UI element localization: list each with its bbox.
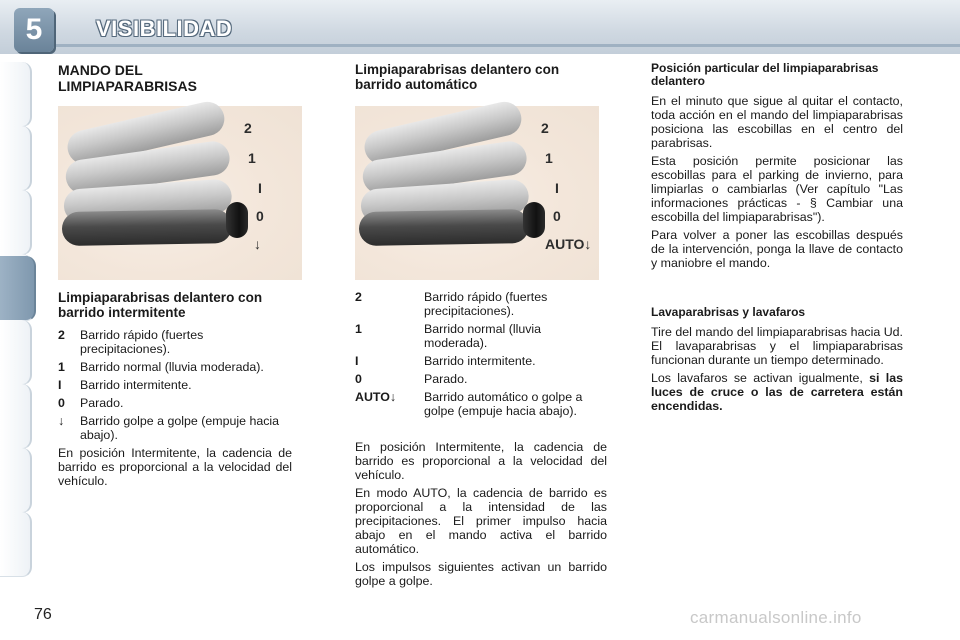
list-item: 1 Barrido normal (lluvia moderada).: [355, 322, 542, 350]
subheading-washers: Lavaparabrisas y lavafaros: [651, 305, 806, 319]
list-item: 1 Barrido normal (lluvia moderada).: [58, 360, 264, 374]
figure-label-1: 1: [545, 150, 553, 166]
wiper-stalk-illustration-automatic: [355, 106, 599, 280]
wiper-stalk-illustration-intermittent: [58, 106, 302, 280]
section-heading-automatic-wiper: Limpiaparabrisas delantero con barrido automático: [355, 62, 560, 92]
chapter-title: VISIBILIDAD: [96, 16, 233, 41]
figure-label-i: I: [555, 180, 559, 196]
auto-wiper-positions-list: [355, 290, 607, 418]
auto-mode-paragraph: En modo AUTO, la cadencia de barrido es proporcional a la intensidad de las precipitaciones. El primer impulso hacia abajo en el mando activa el barrido automático.: [355, 486, 607, 556]
watermark: carmanualsonline.info: [690, 608, 862, 627]
figure-label-0: 0: [256, 208, 264, 224]
chapter-tab-6[interactable]: [0, 320, 32, 385]
chapter-tab-1[interactable]: [0, 62, 32, 127]
list-item: 2 Barrido rápido (fuertes precipitaciones).: [58, 328, 204, 356]
chapter-tab-rail: [0, 62, 46, 582]
list-item: 2 Barrido rápido (fuertes precipitaciones).: [355, 290, 548, 318]
left-column-text: [58, 290, 292, 492]
figure-label-i: I: [258, 180, 262, 196]
list-item: ↓ Barrido golpe a golpe (empuje hacia abajo).: [58, 414, 280, 442]
list-item: 0 Parado.: [355, 372, 468, 386]
list-item: I Barrido intermitente.: [58, 378, 192, 392]
figure-label-auto: AUTO↓: [545, 236, 592, 252]
middle-column-text: [355, 290, 607, 592]
intermittent-note: En posición Intermitente, la cadencia de barrido es proporcional a la velocidad del vehículo.: [58, 446, 292, 488]
stalk-end-knob: [523, 202, 545, 238]
chapter-number-badge: 5: [14, 8, 54, 52]
figure-label-2: 2: [541, 120, 549, 136]
chapter-tab-8[interactable]: [0, 448, 32, 513]
figure-label-2: 2: [244, 120, 252, 136]
figure-label-0: 0: [553, 208, 561, 224]
left-column: [58, 62, 292, 94]
list-item: AUTO↓ Barrido automático o golpe a golpe (empuje hacia abajo).: [355, 390, 583, 418]
stalk-position-0: [359, 209, 530, 246]
chapter-tab-9[interactable]: [0, 512, 32, 577]
list-item: 0 Parado.: [58, 396, 124, 410]
stalk-position-0: [62, 209, 233, 246]
list-item: I Barrido intermitente.: [355, 354, 536, 368]
right-column: [651, 62, 903, 274]
subsequent-impulses-paragraph: Los impulsos siguientes activan un barrido golpe a golpe.: [355, 560, 607, 588]
section-heading-wiper-control: MANDO DEL LIMPIAPARABRISAS: [58, 62, 197, 94]
chapter-tab-2[interactable]: [0, 126, 32, 191]
middle-column: [355, 62, 607, 92]
subheading-special-position: Posición particular del limpiaparabrisas delantero: [651, 61, 879, 88]
figure-label-down: ↓: [254, 236, 261, 252]
right-column-washer: [651, 306, 903, 417]
figure-label-1: 1: [248, 150, 256, 166]
subheading-intermittent-wiper: Limpiaparabrisas delantero con barrido intermitente: [58, 290, 263, 320]
special-position-paragraph-1: En el minuto que sigue al quitar el contacto, toda acción en el mando del limpiaparabrisas posiciona las escobillas en el centro del parabrisas.: [651, 94, 903, 150]
intermittent-cadence-paragraph: En posición Intermitente, la cadencia de barrido es proporcional a la velocidad del vehículo.: [355, 440, 607, 482]
headlamp-washer-paragraph: Los lavafaros se activan igualmente, si las luces de cruce o las de carretera están encendidas.: [651, 371, 903, 413]
special-position-paragraph-3: Para volver a poner las escobillas después de la intervención, ponga la llave de contacto y maniobre el mando.: [651, 228, 903, 270]
page-number: 76: [34, 606, 52, 623]
wiper-positions-list: [58, 328, 292, 442]
washer-paragraph: Tire del mando del limpiaparabrisas hacia Ud. El lavaparabrisas y el limpiaparabrisas funcionan durante un tiempo determinado.: [651, 325, 903, 367]
chapter-tab-7[interactable]: [0, 384, 32, 449]
stalk-end-knob: [226, 202, 248, 238]
chapter-tab-3[interactable]: [0, 190, 32, 255]
special-position-paragraph-2: Esta posición permite posicionar las escobillas para el parking de invierno, para limpiarlas o cambiarlas (Ver capítulo "Las informaciones prácticas - § Cambiar una escobilla del limpiaparabrisas").: [651, 154, 903, 224]
chapter-tab-5-active[interactable]: [0, 256, 36, 321]
header-rule: [48, 44, 960, 47]
